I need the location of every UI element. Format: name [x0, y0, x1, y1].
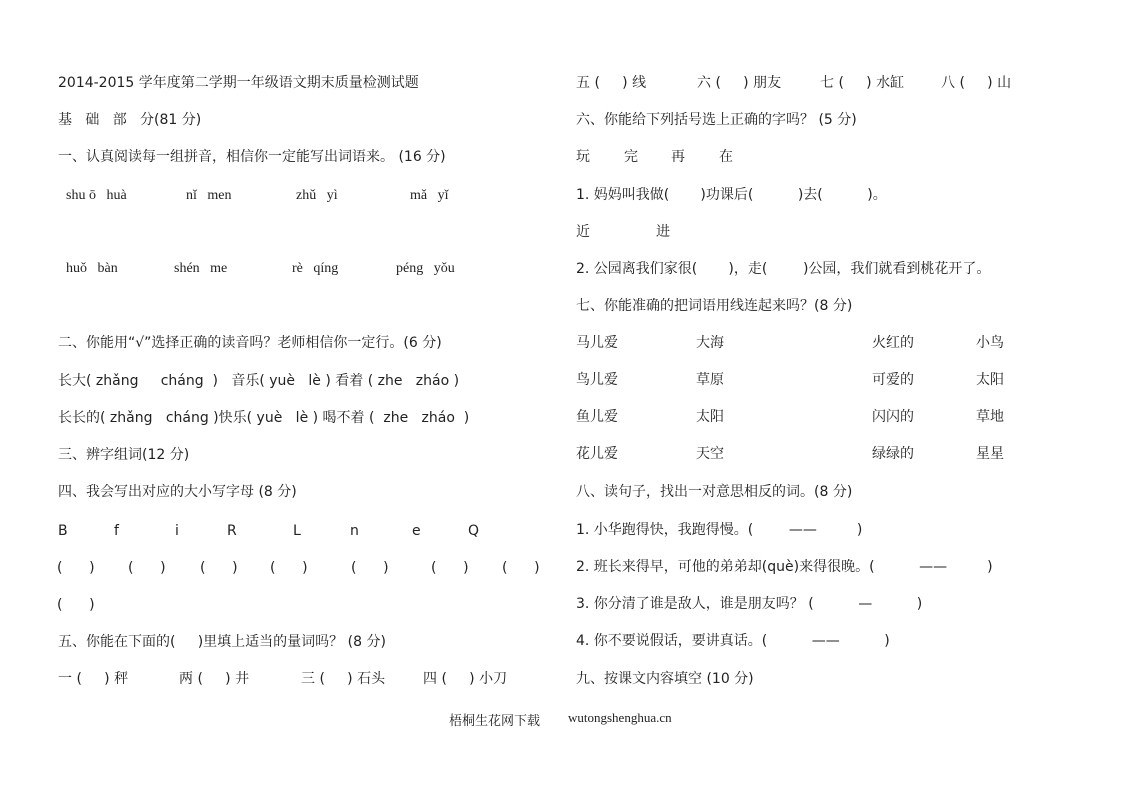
- pinyin-item: péng yǒu: [396, 261, 455, 276]
- q2-heading: 二、你能用“√”选择正确的读音吗？老师相信你一定行。(6 分): [58, 335, 442, 351]
- choice-char: 完: [624, 149, 638, 165]
- q6-heading: 六、你能给下列括号选上正确的字吗？ (5 分): [576, 112, 857, 128]
- measure-word-item: 六 ( ) 朋友: [697, 75, 782, 91]
- match-word[interactable]: 马儿爱: [576, 335, 618, 351]
- measure-word-item: 一 ( ) 秤: [58, 671, 129, 687]
- choice-char: 在: [719, 149, 733, 165]
- section-part-heading: 基 础 部 分(81 分): [58, 112, 202, 128]
- match-word[interactable]: 太阳: [976, 372, 1004, 388]
- measure-word-item: 七 ( ) 水缸: [820, 75, 905, 91]
- answer-blank[interactable]: ( ): [431, 560, 469, 576]
- letter-item: L: [293, 523, 301, 539]
- measure-word-item: 三 ( ) 石头: [301, 671, 386, 687]
- answer-blank[interactable]: ( ): [502, 560, 540, 576]
- match-word[interactable]: 草地: [976, 409, 1004, 425]
- match-word[interactable]: 鱼儿爱: [576, 409, 618, 425]
- measure-word-item: 两 ( ) 井: [179, 671, 250, 687]
- q1-heading: 一、认真阅读每一组拼音，相信你一定能写出词语来。 (16 分): [58, 149, 446, 165]
- pinyin-item: huǒ bàn: [66, 261, 118, 276]
- q7-heading: 七、你能准确的把词语用线连起来吗？(8 分): [576, 298, 853, 314]
- q8-item-3: 3. 你分清了谁是敌人，谁是朋友吗？ ( — ): [576, 596, 923, 612]
- q2-line-1: 长大( zhǎng cháng ) 音乐( yuè lè ) 看着 ( zhe zháo ): [58, 373, 460, 389]
- q4-heading: 四、我会写出对应的大小写字母 (8 分): [58, 484, 297, 500]
- measure-word-item: 八 ( ) 山: [941, 75, 1012, 91]
- q8-item-4: 4. 你不要说假话，要讲真话。( —— ): [576, 633, 890, 649]
- match-word[interactable]: 花儿爱: [576, 446, 618, 462]
- q3-heading: 三、辨字组词(12 分): [58, 447, 190, 463]
- match-word[interactable]: 天空: [696, 446, 724, 462]
- match-word[interactable]: 小鸟: [976, 335, 1004, 351]
- pinyin-item: shu ō huà: [66, 188, 127, 203]
- q8-item-1: 1. 小华跑得快，我跑得慢。( —— ): [576, 522, 863, 538]
- match-word[interactable]: 星星: [976, 446, 1004, 462]
- pinyin-item: rè qíng: [292, 261, 339, 276]
- pinyin-item: nǐ men: [186, 188, 232, 203]
- choice-char: 玩: [576, 149, 590, 165]
- letter-item: B: [58, 523, 68, 539]
- letter-item: e: [412, 523, 421, 539]
- q2-line-2: 长长的( zhǎng cháng )快乐( yuè lè ) 喝不着 ( zhe zháo ): [58, 410, 470, 426]
- q8-item-2: 2. 班长来得早，可他的弟弟却(què)来得很晚。( —— ): [576, 559, 993, 575]
- q9-heading: 九、按课文内容填空 (10 分): [576, 671, 754, 687]
- measure-word-item: 五 ( ) 线: [576, 75, 647, 91]
- pinyin-item: zhǔ yì: [296, 188, 338, 203]
- letter-item: f: [114, 523, 119, 539]
- q8-heading: 八、读句子，找出一对意思相反的词。(8 分): [576, 484, 853, 500]
- choice-char: 进: [656, 224, 670, 240]
- q5-heading: 五、你能在下面的( )里填上适当的量词吗？ (8 分): [58, 634, 386, 650]
- answer-blank[interactable]: ( ): [128, 560, 166, 576]
- match-word[interactable]: 草原: [696, 372, 724, 388]
- exam-title: 2014-2015 学年度第二学期一年级语文期末质量检测试题: [58, 75, 419, 91]
- letter-item: n: [350, 523, 359, 539]
- footer-site-name: 梧桐生花网下载: [449, 713, 541, 728]
- match-word[interactable]: 鸟儿爱: [576, 372, 618, 388]
- choice-char: 近: [576, 224, 590, 240]
- answer-blank[interactable]: ( ): [200, 560, 238, 576]
- q6-sentence-2: 2. 公园离我们家很( )，走( )公园，我们就看到桃花开了。: [576, 261, 991, 277]
- answer-blank[interactable]: ( ): [351, 560, 389, 576]
- footer-site-url[interactable]: wutongshenghua.cn: [568, 710, 672, 725]
- answer-blank[interactable]: ( ): [57, 597, 95, 613]
- choice-char: 再: [671, 149, 685, 165]
- letter-item: R: [227, 523, 237, 539]
- answer-blank[interactable]: ( ): [57, 560, 95, 576]
- match-word[interactable]: 可爱的: [872, 372, 914, 388]
- letter-item: Q: [468, 523, 480, 539]
- letter-item: i: [175, 523, 179, 539]
- match-word[interactable]: 大海: [696, 335, 724, 351]
- pinyin-item: mǎ yǐ: [410, 188, 449, 203]
- q6-sentence-1: 1. 妈妈叫我做( )功课后( )去( )。: [576, 187, 887, 203]
- measure-word-item: 四 ( ) 小刀: [423, 671, 508, 687]
- match-word[interactable]: 闪闪的: [872, 409, 914, 425]
- answer-blank[interactable]: ( ): [270, 560, 308, 576]
- match-word[interactable]: 火红的: [872, 335, 914, 351]
- match-word[interactable]: 太阳: [696, 409, 724, 425]
- pinyin-item: shén me: [174, 261, 228, 276]
- match-word[interactable]: 绿绿的: [872, 446, 914, 462]
